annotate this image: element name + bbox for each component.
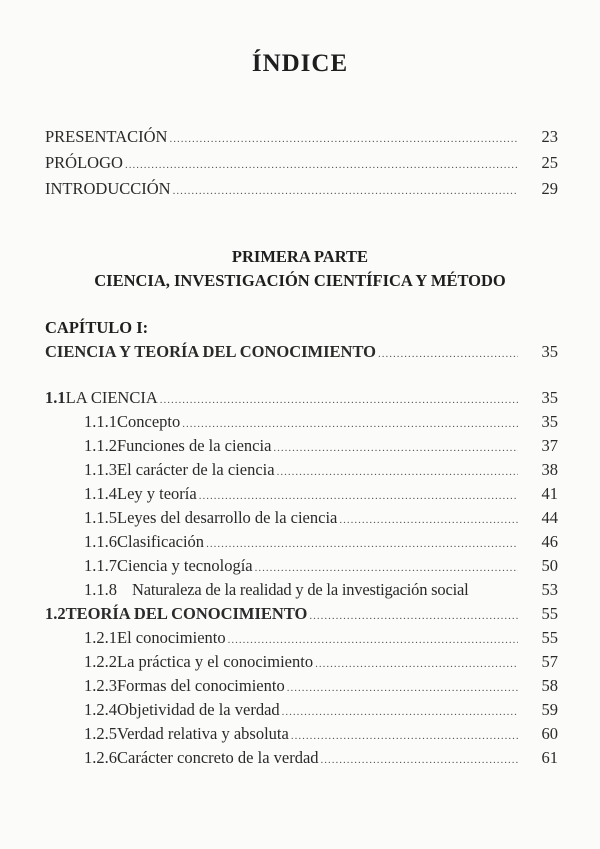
subsection-number: 1.1.7 bbox=[84, 556, 117, 575]
leader-dots bbox=[182, 414, 518, 434]
toc-entry-presentacion bbox=[45, 127, 558, 149]
entry-page: 50 bbox=[541, 556, 558, 575]
entry-label: PRÓLOGO bbox=[45, 153, 123, 172]
entry-label: TEORÍA DEL CONOCIMIENTO bbox=[65, 604, 308, 623]
entry-label: INTRODUCCIÓN bbox=[45, 179, 171, 198]
entry-label: La práctica y el conocimiento bbox=[117, 652, 314, 671]
entry-label: Funciones de la ciencia bbox=[117, 436, 272, 455]
entry-label: Leyes del desarrollo de la ciencia bbox=[117, 508, 338, 527]
entry-label: LA CIENCIA bbox=[65, 388, 158, 407]
toc-subentry bbox=[84, 700, 558, 722]
entry-page: 37 bbox=[541, 436, 558, 455]
leader-dots bbox=[287, 678, 518, 698]
entry-label: Carácter concreto de la verdad bbox=[117, 748, 319, 767]
toc-subentry bbox=[84, 580, 558, 600]
leader-dots bbox=[291, 726, 518, 746]
entry-page: 53 bbox=[541, 580, 558, 599]
toc-subentry bbox=[84, 508, 558, 530]
entry-page: 44 bbox=[541, 508, 558, 527]
subsection-number: 1.2.1 bbox=[84, 628, 117, 647]
leader-dots bbox=[206, 534, 518, 554]
entry-page: 61 bbox=[541, 748, 558, 767]
page-title: ÍNDICE bbox=[251, 50, 349, 77]
entry-label: Concepto bbox=[117, 412, 181, 431]
subsection-number: 1.1.2 bbox=[84, 436, 117, 455]
subsection-number: 1.2.5 bbox=[84, 724, 117, 743]
leader-dots bbox=[282, 702, 518, 722]
entry-page: 35 bbox=[541, 342, 558, 361]
toc-entry-chapter bbox=[45, 342, 558, 364]
subsection-number: 1.1.5 bbox=[84, 508, 117, 527]
leader-dots bbox=[309, 606, 518, 626]
subsection-number: 1.2.6 bbox=[84, 748, 117, 767]
leader-dots bbox=[173, 181, 518, 201]
entry-page: 60 bbox=[541, 724, 558, 743]
leader-dots bbox=[228, 630, 518, 650]
chapter-label: CAPÍTULO I: bbox=[45, 318, 149, 337]
toc-subentry bbox=[84, 412, 558, 434]
toc-section-1-1 bbox=[45, 388, 558, 410]
leader-dots bbox=[199, 486, 518, 506]
entry-page: 35 bbox=[541, 412, 558, 431]
leader-dots bbox=[378, 344, 518, 364]
entry-label: El carácter de la ciencia bbox=[117, 460, 275, 479]
leader-dots bbox=[339, 510, 518, 530]
subsection-number: 1.1.3 bbox=[84, 460, 117, 479]
leader-dots bbox=[169, 129, 518, 149]
entry-label: PRESENTACIÓN bbox=[45, 127, 168, 146]
leader-dots bbox=[255, 558, 518, 578]
entry-page: 41 bbox=[541, 484, 558, 503]
entry-page: 57 bbox=[541, 652, 558, 671]
entry-label: Naturaleza de la realidad y de la investigación social bbox=[132, 580, 469, 599]
entry-label: Formas del conocimiento bbox=[117, 676, 285, 695]
entry-page: 55 bbox=[541, 604, 558, 623]
leader-dots bbox=[273, 438, 518, 458]
subsection-number: 1.1.1 bbox=[84, 412, 117, 431]
entry-page: 59 bbox=[541, 700, 558, 719]
entry-label: Clasificación bbox=[117, 532, 205, 551]
entry-page: 29 bbox=[541, 179, 558, 198]
entry-label: Ley y teoría bbox=[117, 484, 197, 503]
subsection-number: 1.1.6 bbox=[84, 532, 117, 551]
toc-subentry bbox=[84, 460, 558, 482]
toc-subentry bbox=[84, 484, 558, 506]
leader-dots bbox=[125, 155, 518, 175]
entry-page: 58 bbox=[541, 676, 558, 695]
toc-subentry bbox=[84, 436, 558, 458]
entry-page: 35 bbox=[541, 388, 558, 407]
entry-label: CIENCIA Y TEORÍA DEL CONOCIMIENTO bbox=[45, 342, 376, 361]
entry-label: Ciencia y tecnología bbox=[117, 556, 253, 575]
part-heading: PRIMERA PARTE bbox=[231, 247, 369, 266]
toc-section-1-2 bbox=[45, 604, 558, 626]
leader-dots bbox=[321, 750, 518, 770]
entry-page: 46 bbox=[541, 532, 558, 551]
leader-dots bbox=[160, 390, 518, 410]
subsection-number: 1.2.2 bbox=[84, 652, 117, 671]
toc-subentry bbox=[84, 556, 558, 578]
toc-entry-introduccion bbox=[45, 179, 558, 201]
entry-page: 55 bbox=[541, 628, 558, 647]
toc-subentry bbox=[84, 532, 558, 554]
subsection-number: 1.2.4 bbox=[84, 700, 117, 719]
toc-subentry bbox=[84, 652, 558, 674]
section-number: 1.1 bbox=[45, 388, 66, 407]
subsection-number: 1.1.8 bbox=[84, 580, 117, 599]
toc-subentry bbox=[84, 724, 558, 746]
toc-subentry bbox=[84, 676, 558, 698]
toc-subentry bbox=[84, 628, 558, 650]
entry-label: Objetividad de la verdad bbox=[117, 700, 280, 719]
subsection-number: 1.2.3 bbox=[84, 676, 117, 695]
toc-entry-prologo bbox=[45, 153, 558, 175]
entry-page: 23 bbox=[541, 127, 558, 146]
entry-page: 25 bbox=[541, 153, 558, 172]
leader-dots bbox=[315, 654, 518, 674]
entry-page: 38 bbox=[541, 460, 558, 479]
section-number: 1.2 bbox=[45, 604, 66, 623]
leader-dots bbox=[277, 462, 518, 482]
entry-label: El conocimiento bbox=[117, 628, 226, 647]
toc-subentry bbox=[84, 748, 558, 770]
part-subtitle: CIENCIA, INVESTIGACIÓN CIENTÍFICA Y MÉTODO bbox=[94, 271, 506, 290]
subsection-number: 1.1.4 bbox=[84, 484, 117, 503]
entry-label: Verdad relativa y absoluta bbox=[117, 724, 289, 743]
